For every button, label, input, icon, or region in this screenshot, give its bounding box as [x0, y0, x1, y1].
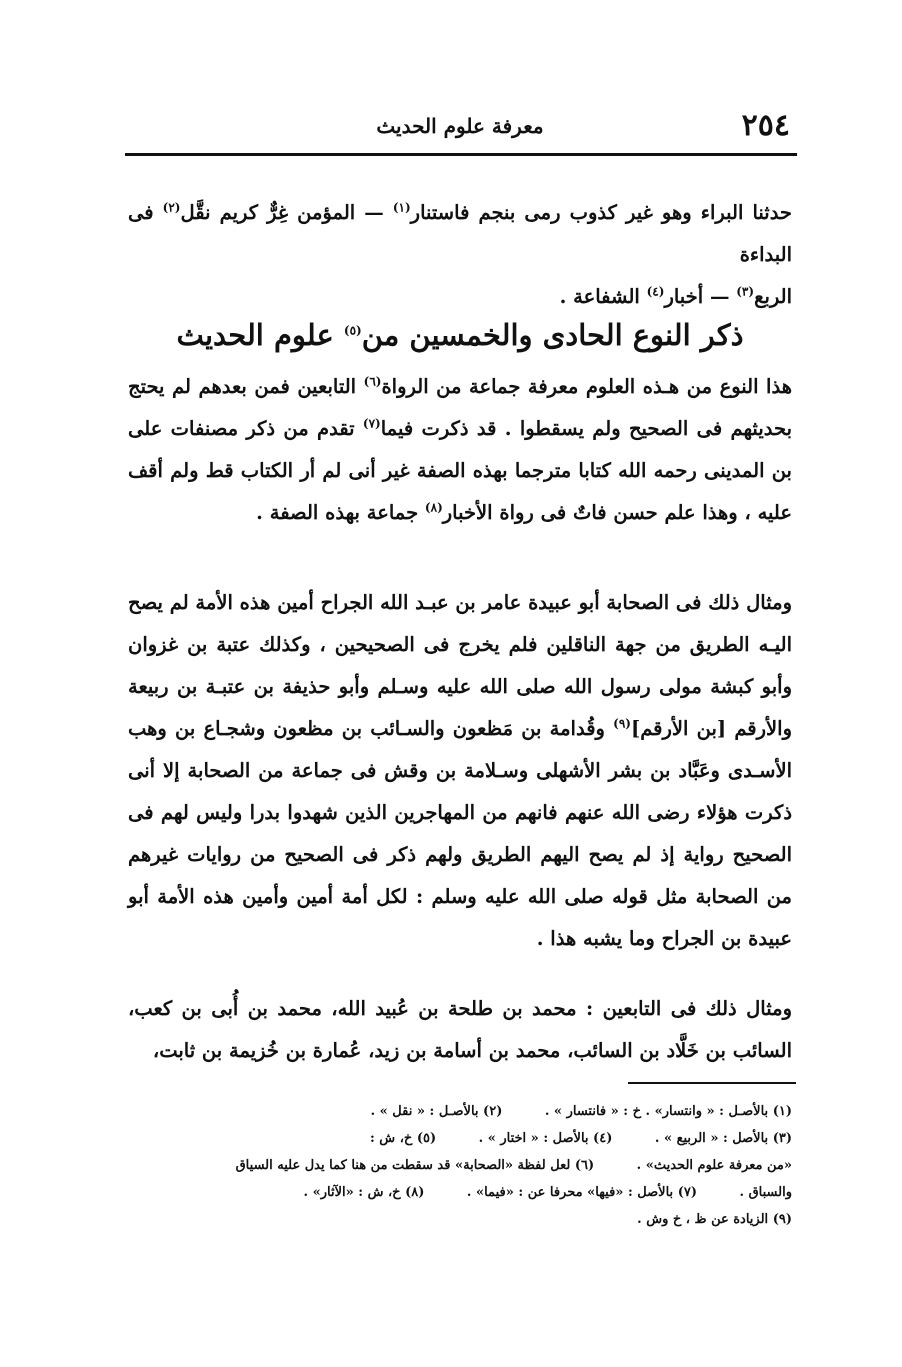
- footnote-9: (٩) الزيادة عن ظ ، خ وش .: [637, 1212, 792, 1227]
- footnote-line-1: [128, 1098, 792, 1125]
- paragraph-2: [128, 582, 792, 960]
- footnote-ref-5: (٥): [343, 323, 362, 338]
- footnotes: [128, 1098, 792, 1233]
- intro-text-1b: — المؤمن غِرٌّ كريم نقَّل: [180, 201, 393, 224]
- footnote-7: (٧) بالأصل : «فيها» محرفا عن : «فيما» .: [466, 1185, 697, 1200]
- para2-a: ومثال ذلك فى الصحابة أبو عبيدة عامر بن عبـد الله الجراح أمين هذه الأمة لم يصح اليـه الطريق من جهة الناقلين فلم يخرج فى الصحيحين ، وكذلك عتبة بن غزوان وأبو كبشة مولى رسول الله صلى الله عليه وسـلم وأبو حذيفة بن عتبـة بن ربيعة والأرقم [بن الأرقم]: [128, 591, 792, 740]
- footnote-3: (٣) بالأصل : « الربيع » .: [654, 1131, 792, 1146]
- footnote-5: (٥) خ، ش :: [369, 1131, 437, 1146]
- footnote-line-2: [128, 1125, 792, 1152]
- footnote-ref-2: (٢): [162, 200, 181, 215]
- footnote-ref-7: (٧): [362, 416, 381, 431]
- footnote-ref-1: (١): [392, 200, 411, 215]
- intro-line-2: [128, 276, 792, 318]
- footnote-rule: [628, 1082, 796, 1084]
- footnote-1: (١) بالأصـل : « وانتسار» . خ : « فانتسار » .: [544, 1104, 792, 1119]
- footnote-ref-4: (٤): [646, 284, 665, 299]
- running-title: معرفة علوم الحديث: [376, 114, 544, 138]
- footnote-6: (٦) لعل لفظة «الصحابة» قد سقطت من هنا كما يدل عليه السياق: [235, 1158, 595, 1173]
- footnote-8: (٨) خ، ش : «الآثار» .: [303, 1185, 425, 1200]
- intro-text-1: حدثنا البراء وهو غير كذوب رمى بنجم فاستنار: [410, 201, 792, 224]
- paragraph-3-text: ومثال ذلك فى التابعين : محمد بن طلحة بن عُبيد الله، محمد بن أُبى بن كعب، السائب بن خَلَّاد بن السائب، محمد بن أسامة بن زيد، عُمارة بن خُزيمة بن ثابت،: [128, 997, 792, 1062]
- running-header: [130, 108, 790, 148]
- para1-b: التابعين فمن بعدهم لم يحتج بحديثهم فى الصحيح ولم يسقطوا . قد ذكرت فيما: [128, 375, 792, 440]
- intro-text-2: الربع: [754, 285, 792, 308]
- footnote-6-cont: والسباق .: [739, 1185, 792, 1200]
- para1-c: تقدم من ذكر مصنفات على بن المدينى رحمه الله كتابا مترجما بهذه الصفة غير أنى لم أر الكتاب قط ولم أقف عليه ، وهذا علم حسن فاتٌ فى رواة الأخبار: [128, 417, 792, 524]
- intro-lines: [128, 192, 792, 318]
- section-title-a: ذكر النوع الحادى والخمسين من: [361, 318, 744, 352]
- footnote-line-4: [128, 1179, 792, 1206]
- intro-text-2b: — أخبار: [664, 285, 737, 308]
- paragraph-1: [128, 366, 792, 534]
- footnote-ref-6: (٦): [363, 374, 382, 389]
- header-rule: [125, 153, 797, 156]
- footnote-line-5: [128, 1206, 792, 1233]
- paragraph-1-text: [128, 366, 792, 534]
- para1-d: جماعة بهذه الصفة .: [256, 501, 425, 524]
- footnote-ref-9: (٩): [613, 716, 631, 731]
- intro-line-1: [128, 192, 792, 276]
- paragraph-2-text: [128, 582, 792, 960]
- para2-b: وقُدامة بن مَظعون والسـائب بن مظعون وشجـاع بن وهب الأسـدى وعَبَّاد بن بشر الأشهلى وسـلامة بن وقش فى جماعة من الصحابة إلا أنى ذكرت هؤلاء رضى الله عنهم فانهم من المهاجرين الذين شهدوا بدرا وليس لهم فى الصحيح رواية إذ لم يصح اليهم الطريق ولهم ذكر فى الصحيح من روايات غيرهم من الصحابة مثل قوله صلى الله عليه وسلم : لكل أمة أمين وأمين هذه الأمة أبو عبيدة بن الجراح وما يشبه هذا .: [128, 717, 792, 950]
- intro-text-2c: الشفاعة .: [559, 285, 647, 308]
- para1-a: هذا النوع من هـذه العلوم معرفة جماعة من الرواة: [381, 375, 792, 398]
- page-number: ٢٥٤: [741, 108, 790, 143]
- footnote-5-cont: «من معرفة علوم الحديث» .: [636, 1158, 792, 1173]
- section-heading: [128, 318, 792, 352]
- footnote-line-3: [128, 1152, 792, 1179]
- footnote-ref-8: (٨): [424, 500, 443, 515]
- footnote-4: (٤) بالأصل : « اختار » .: [478, 1131, 613, 1146]
- footnote-2: (٢) بالأصـل : « نقل » .: [370, 1104, 503, 1119]
- paragraph-3: [128, 988, 792, 1072]
- intro-text-1c: فى البداءة: [128, 201, 792, 266]
- section-title-b: علوم الحديث: [176, 318, 344, 352]
- footnote-ref-3: (٣): [736, 284, 755, 299]
